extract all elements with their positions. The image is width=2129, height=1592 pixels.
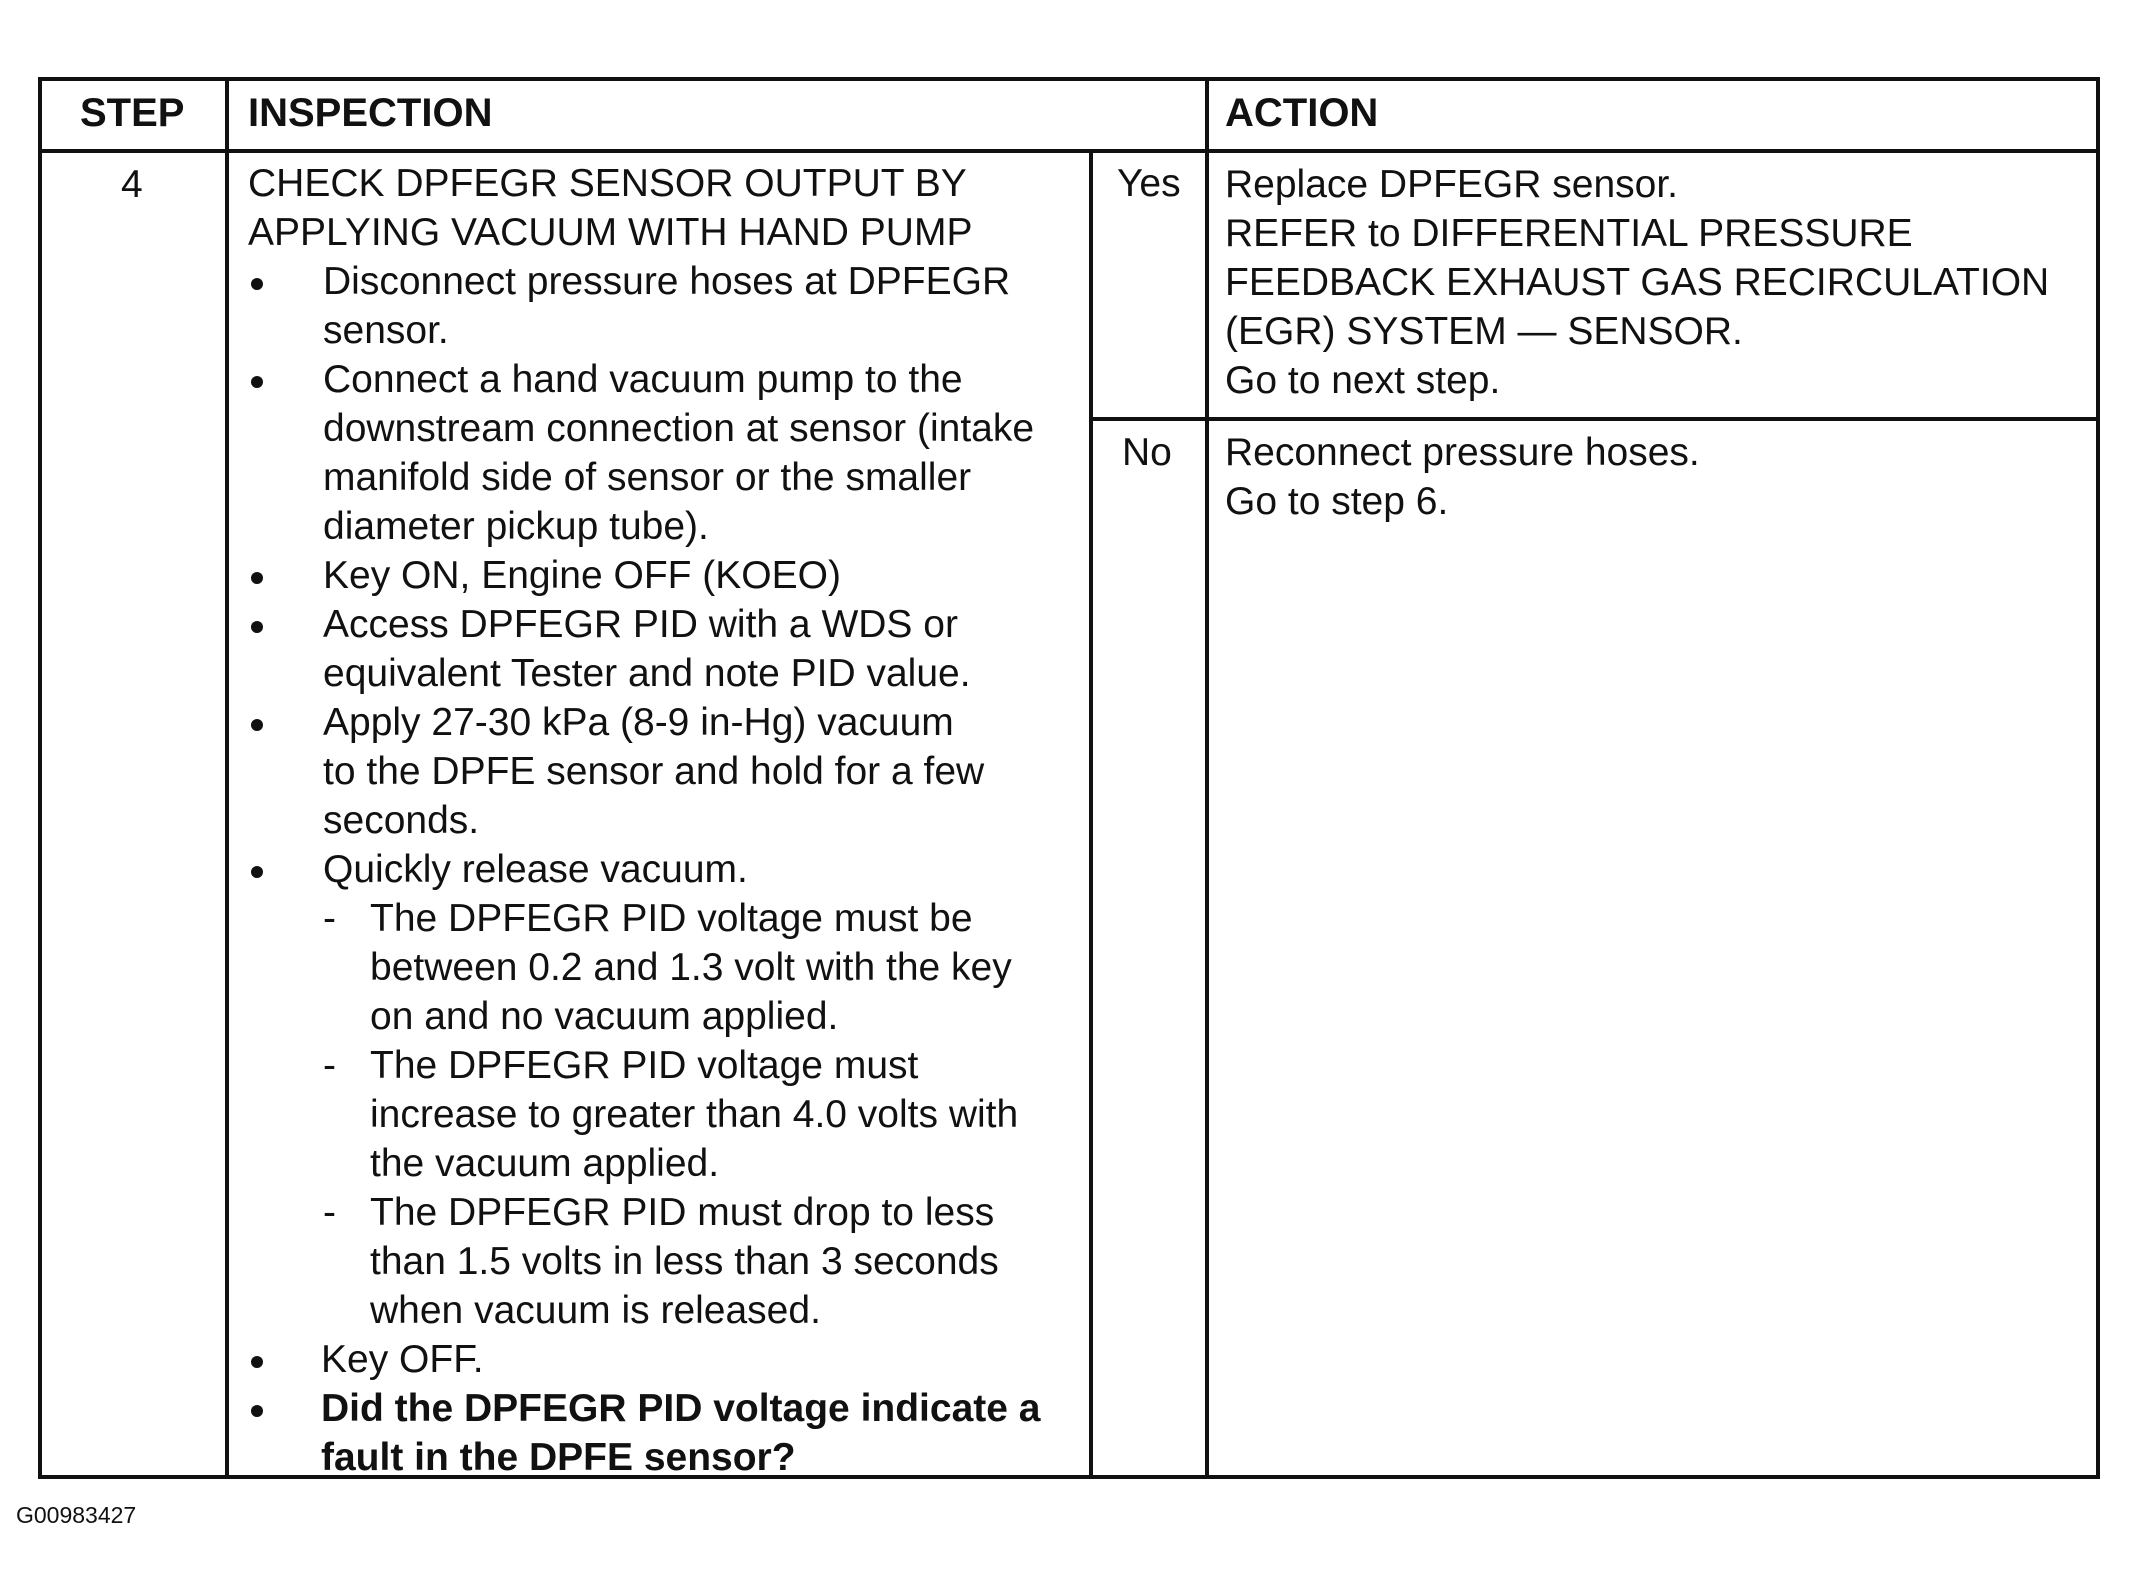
- inspection-subitem-line: The DPFEGR PID voltage must: [370, 1044, 919, 1087]
- inspection-subitem-line: the vacuum applied.: [370, 1142, 720, 1185]
- bullet-icon: [251, 719, 263, 731]
- bullet-icon: [251, 1405, 263, 1417]
- action-line: (EGR) SYSTEM — SENSOR.: [1225, 310, 1743, 353]
- header-step: STEP: [80, 91, 185, 135]
- action-line: REFER to DIFFERENTIAL PRESSURE: [1225, 212, 1913, 255]
- figure-code: G00983427: [16, 1502, 137, 1528]
- action-line: Go to step 6.: [1225, 480, 1449, 523]
- inspection-title-line-1: CHECK DPFEGR SENSOR OUTPUT BY: [248, 162, 967, 205]
- outcome-yes-label: Yes: [1117, 162, 1181, 205]
- bullet-icon: [251, 866, 263, 878]
- inspection-subitem-line: The DPFEGR PID voltage must be: [370, 897, 973, 940]
- inspection-item-line: diameter pickup tube).: [323, 505, 709, 548]
- inspection-item-line: Disconnect pressure hoses at DPFEGR: [323, 260, 1011, 303]
- inspection-item-line: Access DPFEGR PID with a WDS or: [323, 603, 958, 646]
- bullet-icon: [251, 376, 263, 388]
- inspection-subitem-line: than 1.5 volts in less than 3 seconds: [370, 1240, 999, 1283]
- bullet-icon: [251, 621, 263, 633]
- inspection-item-line: sensor.: [323, 309, 449, 352]
- inspection-final-line: Key OFF.: [321, 1338, 484, 1381]
- action-line: Go to next step.: [1225, 359, 1501, 402]
- header-inspection: INSPECTION: [248, 91, 493, 135]
- divider-step: [225, 81, 229, 1479]
- yes-no-rule: [1089, 417, 2100, 421]
- inspection-item-line: Key ON, Engine OFF (KOEO): [323, 554, 841, 597]
- inspection-item-line: Quickly release vacuum.: [323, 848, 748, 891]
- inspection-item-line: equivalent Tester and note PID value.: [323, 652, 971, 695]
- bullet-icon: [251, 278, 263, 290]
- header-rule: [42, 149, 2100, 153]
- inspection-subitem-line: on and no vacuum applied.: [370, 995, 839, 1038]
- inspection-subitem-line: between 0.2 and 1.3 volt with the key: [370, 946, 1012, 989]
- inspection-item-line: Apply 27-30 kPa (8-9 in-Hg) vacuum: [323, 701, 954, 744]
- inspection-item-line: manifold side of sensor or the smaller: [323, 456, 972, 499]
- action-line: Reconnect pressure hoses.: [1225, 431, 1700, 474]
- inspection-subitem-line: when vacuum is released.: [370, 1289, 821, 1332]
- inspection-final-line: fault in the DPFE sensor?: [321, 1436, 796, 1479]
- inspection-subitem-line: The DPFEGR PID must drop to less: [370, 1191, 995, 1234]
- inspection-item-line: downstream connection at sensor (intake: [323, 407, 1035, 450]
- dash-marker: -: [323, 1044, 336, 1087]
- inspection-subitem-line: increase to greater than 4.0 volts with: [370, 1093, 1019, 1136]
- inspection-title-line-2: APPLYING VACUUM WITH HAND PUMP: [248, 211, 973, 254]
- inspection-final-line: Did the DPFEGR PID voltage indicate a: [321, 1387, 1041, 1430]
- header-action: ACTION: [1225, 91, 1379, 135]
- outcome-no-label: No: [1122, 431, 1172, 474]
- action-line: Replace DPFEGR sensor.: [1225, 163, 1679, 206]
- step-number: 4: [121, 163, 143, 206]
- action-line: FEEDBACK EXHAUST GAS RECIRCULATION: [1225, 261, 2050, 304]
- bullet-icon: [251, 572, 263, 584]
- inspection-item-line: to the DPFE sensor and hold for a few: [323, 750, 985, 793]
- inspection-item-line: seconds.: [323, 799, 480, 842]
- dash-marker: -: [323, 897, 336, 940]
- divider-answer: [1089, 149, 1093, 1479]
- divider-action: [1205, 81, 1209, 1479]
- bullet-icon: [251, 1356, 263, 1368]
- dash-marker: -: [323, 1191, 336, 1234]
- inspection-item-line: Connect a hand vacuum pump to the: [323, 358, 963, 401]
